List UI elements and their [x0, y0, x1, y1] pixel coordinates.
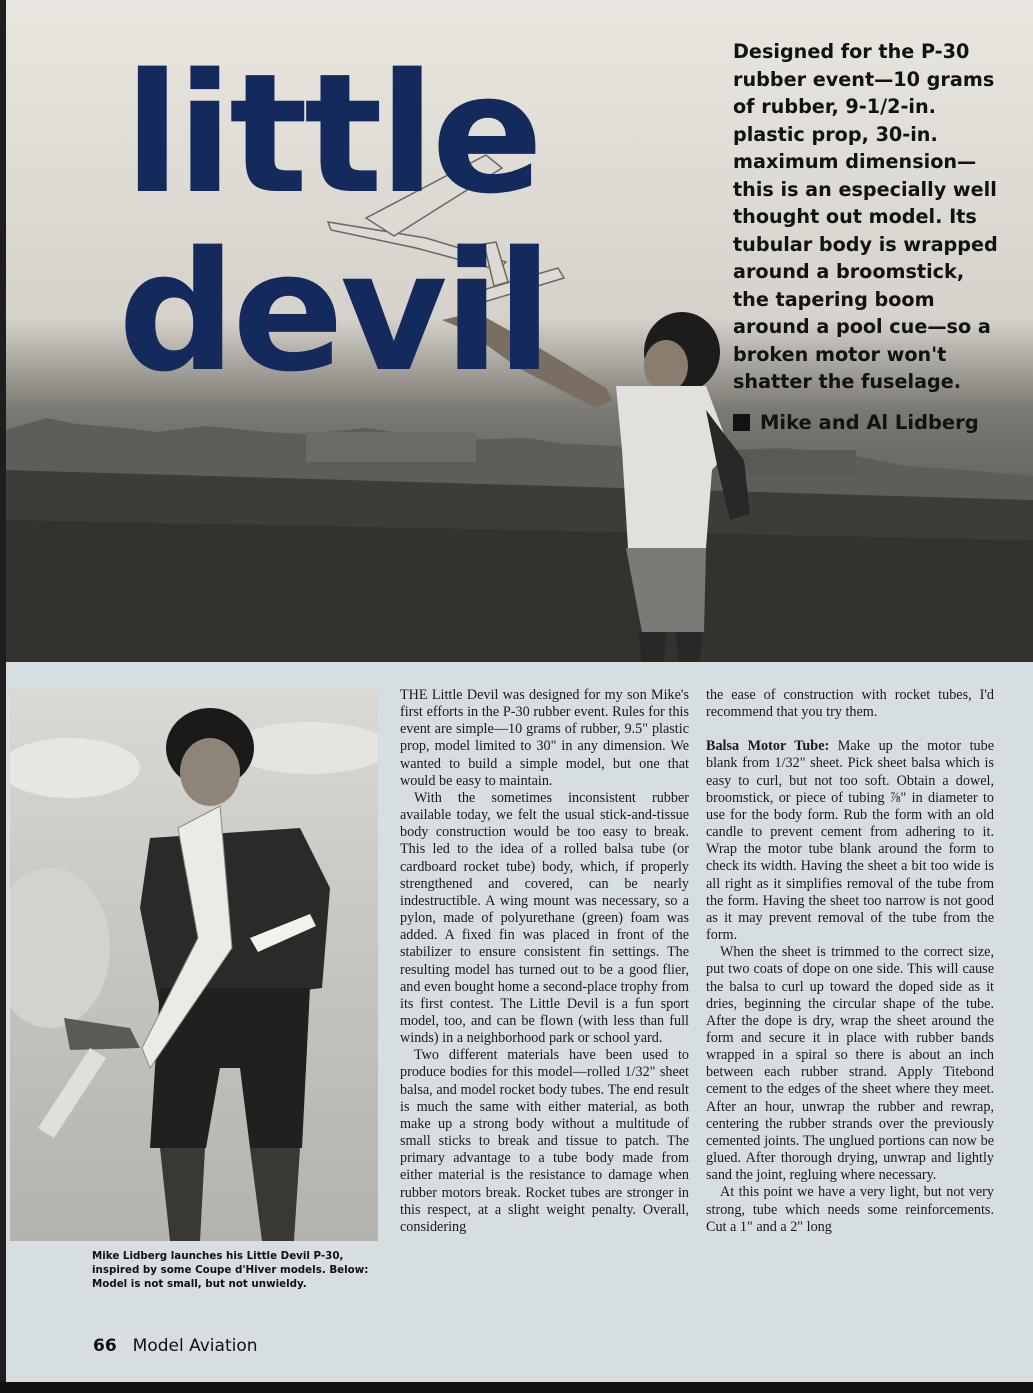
byline-authors: Mike and Al Lidberg: [760, 411, 979, 434]
boy-holding-model-illustration: [10, 688, 378, 1241]
page-footer: [93, 1336, 258, 1356]
deck-text: Designed for the P-30 rubber event—10 grams of rubber, 9-1/2-in. plastic prop, 30-in. maximum dimension—this is an especially well thought out model. Its tubular body is wrapped around a broomstick, the tapering boom around a pool cue—so a broken motor won't shatter the fuselage.: [733, 40, 998, 393]
paragraph: the ease of construction with rocket tubes, I'd recommend that you try them.: [706, 687, 994, 721]
magazine-name: Model Aviation: [132, 1336, 258, 1356]
byline-square-icon: [733, 414, 750, 431]
hero-photo: [6, 0, 1033, 662]
scan-edge-bottom: [0, 1382, 1033, 1393]
paragraph: When the sheet is trimmed to the correct size, put two coats of dope on one side. This will cause the balsa to curl up toward the doped side as it dries, beginning the circular shape of the tube. After the dope is dry, wrap the sheet around the form and secure it in place with rubber bands wrapped in a spiral so there is about an inch between each rubber strand. Apply Titebond cement to the edges of the sheet where they meet. After an hour, unwrap the rubber and rewrap, centering the rubber strands over the previously cemented joints. The unglued portions can now be glued. After thorough drying, unwrap and lightly sand the joint, regluing where necessary.: [706, 944, 994, 1184]
body-column-2: [706, 687, 994, 1236]
paragraph: At this point we have a very light, but not very strong, tube which needs some reinforcements. Cut a 1" and a 2" long: [706, 1184, 994, 1235]
photo-caption: Mike Lidberg launches his Little Devil P-30, inspired by some Coupe d'Hiver models. Below: Model is not small, but not unwieldy.: [92, 1250, 369, 1290]
paragraph-text: Make up the motor tube blank from 1/32" sheet. Pick sheet balsa which is easy to curl, but not too soft. Obtain a dowel, broomstick, or piece of tubing ⅞" in diameter to use for the body form. Rub the form with an old candle to prevent cement from adhering to it. Wrap the motor tube blank around the form to check its width. Having the sheet a bit too wide is all right as it simplifies removal of the tube from the form. Having the sheet too narrow is not good as it may prevent removal of the tube from the form.: [706, 738, 994, 944]
paragraph: [706, 738, 994, 944]
body-column-1: [400, 687, 689, 1236]
section-heading: Balsa Motor Tube:: [706, 738, 830, 755]
page-number: 66: [93, 1336, 117, 1356]
title-line-1: little: [124, 38, 540, 230]
boy-holding-model-photo: [10, 688, 378, 1241]
title-line-2: devil: [118, 216, 549, 408]
paragraph: Two different materials have been used to produce bodies for this model—rolled 1/32" sheet balsa, and model rocket body tubes. The end result is much the same with either material, as both make up a strong body without a multitude of small sticks to break and tissue to patch. The primary advantage to a tube body made from either material is the resistance to damage when rubber motors break. Rocket tubes are stronger in this respect, at a slight weight penalty. Overall, considering: [400, 1047, 689, 1235]
byline: [733, 411, 979, 434]
paragraph: THE Little Devil was designed for my son Mike's first efforts in the P-30 rubber event. Rules for this event are simple—10 grams of rubber, 9.5" plastic prop, model limited to 30" in any dimension. We wanted to build a simple model, but one that would be easy to maintain.: [400, 687, 689, 789]
paragraph: With the sometimes inconsistent rubber available today, we felt the usual stick-and-tissue body construction would be too easy to break. This led to the idea of a rolled balsa tube (or cardboard rocket tube) body, which, if properly strengthened and covered, can be nearly indestructible. A wing mount was necessary, so a pylon, made of polyurethane (green) foam was added. A fixed fin was placed in front of the stabilizer to ensure consistent fin settings. The resulting model has turned out to be a good flier, and even bought home a second-place trophy from its first contest. The Little Devil is a fun sport model, too, and can be flown (with less than full winds) in a neighborhood park or school yard.: [400, 789, 689, 1047]
